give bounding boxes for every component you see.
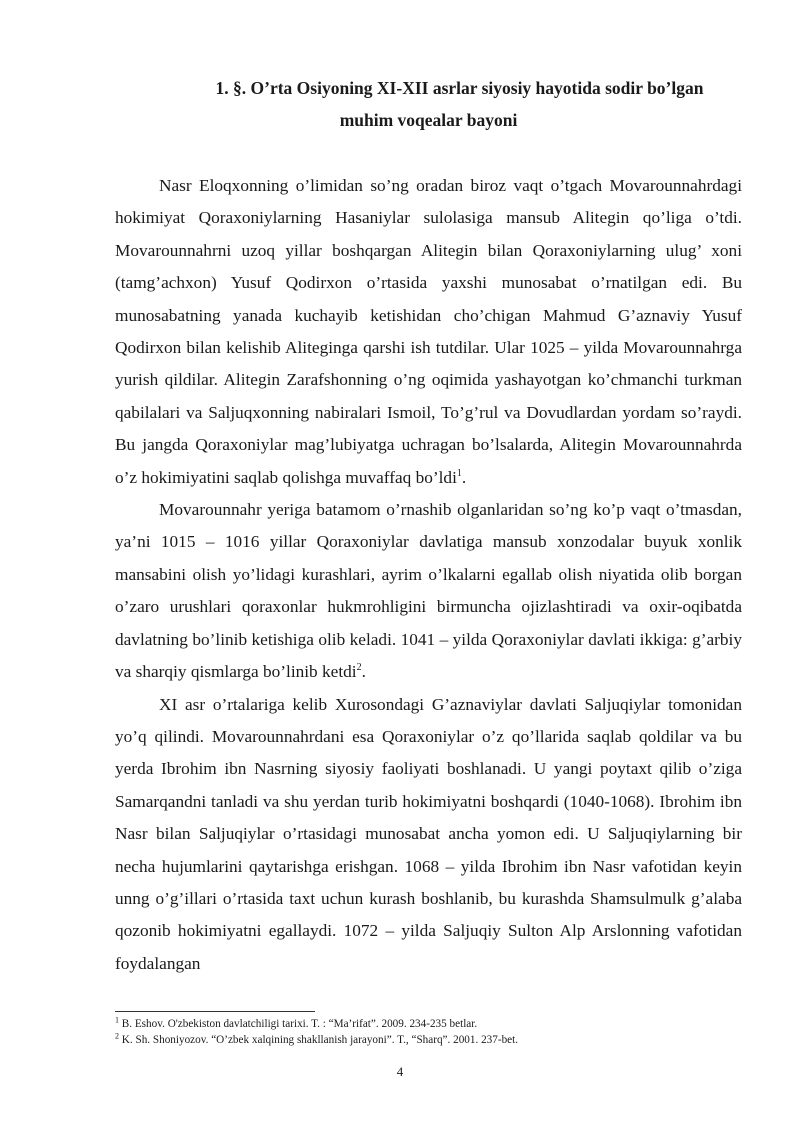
footnote-1-text: B. Eshov. O'zbekiston davlatchiligi tarixi. T. : “Ma’rifat”. 2009. 234-235 betlar. <box>119 1018 478 1030</box>
paragraph-3-text: XI asr o’rtalariga kelib Xurosondagi G’aznaviylar davlati Saljuqiylar tomonidan yo’q qilindi. Movarounnahrdani esa Qoraxoniylar o’z qo’llarida saqlab qoldilar va bu yerda Ibrohim ibn Nasrning siyosiy faoliyati boshlanadi. U yangi poytaxt qilib o’ziga Samarqandni tanladi va shu yerdan turib hokimiyatni boshqardi (1040-1068). Ibrohim ibn Nasr bilan Saljuqiylar o’rtasidagi munosabat ancha yomon edi. U Saljuqiylarning bir necha hujumlarini qaytarishga erishgan. 1068 – yilda Ibrohim ibn Nasr vafotidan keyin unng o’g’illari o’rtasida taxt uchun kurash boshlanib, bu kurashda Shamsulmulk g’alaba qozonib hokimiyatni egallaydi. 1072 – yilda Saljuqiy Sulton Alp Arslonning vafotidan foydalangan <box>115 694 742 973</box>
footnotes <box>115 1011 742 1048</box>
footnote-1 <box>115 1016 742 1032</box>
paragraph-2 <box>115 494 742 688</box>
section-heading <box>115 72 742 136</box>
footnote-2-mark: 2 <box>115 1031 119 1041</box>
page-number: 4 <box>396 1064 404 1079</box>
paragraph-3 <box>115 689 742 981</box>
footnote-ref-2[interactable]: 2 <box>356 662 362 674</box>
paragraph-2-text: Movarounnahr yeriga batamom o’rnashib olganlaridan so’ng ko’p vaqt o’tmasdan, ya’ni 1015 – 1016 yillar Qoraxoniylar davlatiga mansub xonzodalar buyuk xonlik mansabini olish yo’lidagi kurashlari, ayrim o’lkalarni egallab olish niyatida olib borgan o’zaro urushlari qoraxonlar hukmrohligini birmuncha ojizlashtiradi va oxir-oqibatda davlatning bo’linib ketishiga olib keladi. 1041 – yilda Qoraxoniylar davlati ikkiga: g’arbiy va sharqiy qismlarga bo’linib ketdi <box>115 500 742 682</box>
footnote-1-mark: 1 <box>115 1015 119 1025</box>
footnote-2 <box>115 1032 742 1048</box>
paragraph-1-text: Nasr Eloqxonning o’limidan so’ng oradan biroz vaqt o’tgach Movarounnahrdagi hokimiyat Qoraxoniylarning Hasaniylar sulolasiga mansub Alitegin qo’liga o’tdi. Movarounnahrni uzoq yillar boshqargan Alitegin bilan Qoraxoniylarning ulug’ xoni (tamg’achxon) Yusuf Qodirxon o’rtasida yaxshi munosabat o’rnatilgan edi. Bu munosabatning yanada kuchayib ketishidan cho’chigan Mahmud G’aznaviy Yusuf Qodirxon bilan kelishib Aliteginga qarshi ish tutdilar. Ular 1025 – yilda Movarounnahrga yurish qildilar. Alitegin Zarafshonning o’ng oqimida yashayotgan ko’chmanchi turkman qabilalari va Saljuqxonning nabiralari Ismoil, To’g’rul va Dovudlardan yordam so’raydi. Bu jangda Qoraxoniylar mag’lubiyatga uchragan bo’lsalarda, Alitegin Movarounnahrda o’z hokimiyatini saqlab qolishga muvaffaq bo’ldi <box>115 176 742 487</box>
body-text <box>115 170 742 980</box>
footnote-ref-1[interactable]: 1 <box>456 467 462 479</box>
heading-line-2: muhim voqealar bayoni <box>339 110 518 130</box>
paragraph-1-end: . <box>461 467 467 487</box>
footnote-divider <box>115 1011 315 1012</box>
heading-line-1: 1. §. O’rta Osiyoning XI-XII asrlar siyosiy hayotida sodir bo’lgan <box>215 78 704 98</box>
paragraph-1 <box>115 170 742 494</box>
footnote-2-text: K. Sh. Shoniyozov. “O’zbek xalqining shakllanish jarayoni”. T., “Sharq”. 2001. 237-bet. <box>119 1034 519 1046</box>
paragraph-2-end: . <box>361 662 366 682</box>
